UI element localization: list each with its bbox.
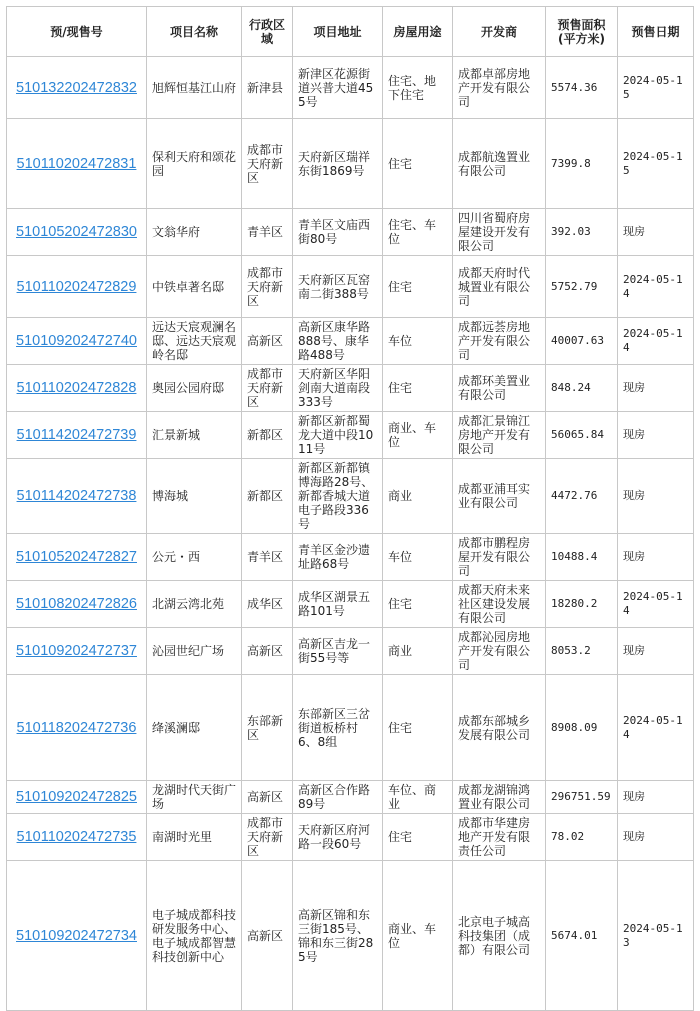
- permit-number-cell: [7, 209, 147, 256]
- table-row: [7, 581, 694, 628]
- presale-date-cell: 现房: [618, 781, 694, 814]
- usage-cell: 住宅、地下住宅: [383, 57, 453, 119]
- address-cell: 成华区湖景五路101号: [293, 581, 383, 628]
- presale-area-cell: 40007.63: [546, 318, 618, 365]
- presale-date-cell: 现房: [618, 209, 694, 256]
- permit-number-cell: [7, 628, 147, 675]
- project-name-cell: 电子城成都科技研发服务中心、电子城成都智慧科技创新中心: [147, 861, 242, 1011]
- address-cell: 高新区吉龙一街55号等: [293, 628, 383, 675]
- permit-number-link[interactable]: 510110202472828: [16, 380, 137, 396]
- header-date: 预售日期: [618, 7, 694, 57]
- developer-cell: 北京电子城高科技集团（成都）有限公司: [453, 861, 546, 1011]
- district-cell: 东部新区: [242, 675, 293, 781]
- permit-number-link[interactable]: 510108202472826: [16, 596, 137, 612]
- district-cell: 高新区: [242, 318, 293, 365]
- header-project-name: 项目名称: [147, 7, 242, 57]
- usage-cell: 住宅: [383, 256, 453, 318]
- table-row: [7, 256, 694, 318]
- header-area: 预售面积(平方米): [546, 7, 618, 57]
- project-name-cell: 保利天府和颂花园: [147, 119, 242, 209]
- address-cell: 天府新区瓦窑南二街388号: [293, 256, 383, 318]
- district-cell: 成都市天府新区: [242, 119, 293, 209]
- table-row: [7, 814, 694, 861]
- project-name-cell: 博海城: [147, 459, 242, 534]
- usage-cell: 住宅: [383, 365, 453, 412]
- presale-date-cell: 2024-05-14: [618, 256, 694, 318]
- table-row: [7, 119, 694, 209]
- project-name-cell: 文翁华府: [147, 209, 242, 256]
- usage-cell: 商业: [383, 459, 453, 534]
- usage-cell: 车位: [383, 534, 453, 581]
- header-usage: 房屋用途: [383, 7, 453, 57]
- presale-date-cell: 现房: [618, 628, 694, 675]
- usage-cell: 车位: [383, 318, 453, 365]
- usage-cell: 住宅、车位: [383, 209, 453, 256]
- permit-number-link[interactable]: 510109202472740: [16, 333, 137, 349]
- district-cell: 成都市天府新区: [242, 814, 293, 861]
- district-cell: 成华区: [242, 581, 293, 628]
- presale-date-cell: 2024-05-13: [618, 861, 694, 1011]
- usage-cell: 商业: [383, 628, 453, 675]
- usage-cell: 住宅: [383, 119, 453, 209]
- permit-number-link[interactable]: 510109202472737: [16, 643, 137, 659]
- presale-date-cell: 现房: [618, 365, 694, 412]
- developer-cell: 成都汇景锦江房地产开发有限公司: [453, 412, 546, 459]
- project-name-cell: 公元・西: [147, 534, 242, 581]
- presale-area-cell: 848.24: [546, 365, 618, 412]
- permit-number-cell: [7, 256, 147, 318]
- district-cell: 青羊区: [242, 209, 293, 256]
- project-name-cell: 绛溪澜邸: [147, 675, 242, 781]
- presale-date-cell: 现房: [618, 534, 694, 581]
- developer-cell: 成都市华建房地产开发有限责任公司: [453, 814, 546, 861]
- header-district: 行政区域: [242, 7, 293, 57]
- presale-area-cell: 78.02: [546, 814, 618, 861]
- address-cell: 新都区新都镇博海路28号、新都香城大道电子路段336号: [293, 459, 383, 534]
- district-cell: 成都市天府新区: [242, 365, 293, 412]
- developer-cell: 成都沁园房地产开发有限公司: [453, 628, 546, 675]
- project-name-cell: 奥园公园府邸: [147, 365, 242, 412]
- permit-number-cell: [7, 581, 147, 628]
- permit-number-cell: [7, 119, 147, 209]
- permit-number-cell: [7, 814, 147, 861]
- usage-cell: 车位、商业: [383, 781, 453, 814]
- address-cell: 东部新区三岔街道板桥村6、8组: [293, 675, 383, 781]
- presale-area-cell: 10488.4: [546, 534, 618, 581]
- permit-number-link[interactable]: 510114202472739: [16, 427, 137, 443]
- address-cell: 高新区合作路89号: [293, 781, 383, 814]
- address-cell: 天府新区府河路一段60号: [293, 814, 383, 861]
- table-body: [7, 57, 694, 1011]
- permit-number-cell: [7, 675, 147, 781]
- address-cell: 高新区锦和东三街185号、锦和东三街285号: [293, 861, 383, 1011]
- permit-number-cell: [7, 459, 147, 534]
- permit-number-link[interactable]: 510132202472832: [16, 79, 137, 96]
- table-row: [7, 781, 694, 814]
- address-cell: 天府新区瑞祥东街1869号: [293, 119, 383, 209]
- table-row: [7, 412, 694, 459]
- usage-cell: 商业、车位: [383, 412, 453, 459]
- permit-number-link[interactable]: 510114202472738: [16, 488, 137, 504]
- developer-cell: 成都航逸置业有限公司: [453, 119, 546, 209]
- developer-cell: 成都市鹏程房屋开发有限公司: [453, 534, 546, 581]
- presale-area-cell: 392.03: [546, 209, 618, 256]
- project-name-cell: 北湖云湾北苑: [147, 581, 242, 628]
- table-row: [7, 209, 694, 256]
- presale-area-cell: 8053.2: [546, 628, 618, 675]
- header-developer: 开发商: [453, 7, 546, 57]
- project-name-cell: 龙湖时代天街广场: [147, 781, 242, 814]
- project-name-cell: 远达天宸观澜名邸、远达天宸观岭名邸: [147, 318, 242, 365]
- usage-cell: 住宅: [383, 814, 453, 861]
- permit-number-link[interactable]: 510110202472829: [16, 278, 137, 295]
- project-name-cell: 旭辉恒基江山府: [147, 57, 242, 119]
- header-permit-no: 预/现售号: [7, 7, 147, 57]
- header-address: 项目地址: [293, 7, 383, 57]
- permit-number-link[interactable]: 510109202472734: [16, 927, 137, 944]
- permit-number-cell: [7, 365, 147, 412]
- permit-number-cell: [7, 781, 147, 814]
- presale-date-cell: 2024-05-14: [618, 675, 694, 781]
- district-cell: 高新区: [242, 861, 293, 1011]
- address-cell: 青羊区金沙遗址路68号: [293, 534, 383, 581]
- address-cell: 新津区花源街道兴普大道455号: [293, 57, 383, 119]
- district-cell: 成都市天府新区: [242, 256, 293, 318]
- developer-cell: 成都卓部房地产开发有限公司: [453, 57, 546, 119]
- developer-cell: 四川省蜀府房屋建设开发有限公司: [453, 209, 546, 256]
- permit-number-link[interactable]: 510110202472735: [16, 829, 137, 845]
- permit-number-link[interactable]: 510105202472830: [16, 224, 137, 240]
- permit-number-link[interactable]: 510109202472825: [16, 789, 137, 805]
- address-cell: 新都区新都蜀龙大道中段1011号: [293, 412, 383, 459]
- project-name-cell: 沁园世纪广场: [147, 628, 242, 675]
- district-cell: 新津县: [242, 57, 293, 119]
- table-row: [7, 365, 694, 412]
- district-cell: 新都区: [242, 412, 293, 459]
- permit-number-cell: [7, 534, 147, 581]
- district-cell: 高新区: [242, 628, 293, 675]
- table-row: [7, 318, 694, 365]
- table-row: [7, 459, 694, 534]
- presale-area-cell: 7399.8: [546, 119, 618, 209]
- permit-number-link[interactable]: 510110202472831: [16, 155, 137, 172]
- usage-cell: 商业、车位: [383, 861, 453, 1011]
- developer-cell: 成都亚浦耳实业有限公司: [453, 459, 546, 534]
- usage-cell: 住宅: [383, 675, 453, 781]
- district-cell: 青羊区: [242, 534, 293, 581]
- presale-area-cell: 5674.01: [546, 861, 618, 1011]
- presale-date-cell: 现房: [618, 459, 694, 534]
- district-cell: 高新区: [242, 781, 293, 814]
- presale-area-cell: 296751.59: [546, 781, 618, 814]
- permit-number-link[interactable]: 510118202472736: [16, 719, 137, 736]
- permit-number-cell: [7, 57, 147, 119]
- address-cell: 天府新区华阳剑南大道南段333号: [293, 365, 383, 412]
- project-name-cell: 汇景新城: [147, 412, 242, 459]
- developer-cell: 成都天府未来社区建设发展有限公司: [453, 581, 546, 628]
- presale-area-cell: 5574.36: [546, 57, 618, 119]
- developer-cell: 成都远荟房地产开发有限公司: [453, 318, 546, 365]
- table-row: [7, 628, 694, 675]
- presale-area-cell: 8908.09: [546, 675, 618, 781]
- project-name-cell: 南湖时光里: [147, 814, 242, 861]
- project-name-cell: 中铁卓著名邸: [147, 256, 242, 318]
- permit-number-cell: [7, 412, 147, 459]
- presale-area-cell: 5752.79: [546, 256, 618, 318]
- presale-area-cell: 18280.2: [546, 581, 618, 628]
- table-row: [7, 534, 694, 581]
- table-row: [7, 861, 694, 1011]
- developer-cell: 成都龙湖锦鸿置业有限公司: [453, 781, 546, 814]
- presale-date-cell: 2024-05-14: [618, 318, 694, 365]
- presale-permit-table: [6, 6, 694, 1011]
- district-cell: 新都区: [242, 459, 293, 534]
- developer-cell: 成都环美置业有限公司: [453, 365, 546, 412]
- table-row: [7, 675, 694, 781]
- presale-date-cell: 2024-05-15: [618, 57, 694, 119]
- table-row: [7, 57, 694, 119]
- address-cell: 青羊区文庙西街80号: [293, 209, 383, 256]
- presale-area-cell: 56065.84: [546, 412, 618, 459]
- table-header-row: [7, 7, 694, 57]
- permit-number-link[interactable]: 510105202472827: [16, 549, 137, 565]
- usage-cell: 住宅: [383, 581, 453, 628]
- developer-cell: 成都天府时代城置业有限公司: [453, 256, 546, 318]
- address-cell: 高新区康华路888号、康华路488号: [293, 318, 383, 365]
- permit-number-cell: [7, 861, 147, 1011]
- permit-number-cell: [7, 318, 147, 365]
- presale-date-cell: 现房: [618, 814, 694, 861]
- presale-date-cell: 2024-05-14: [618, 581, 694, 628]
- presale-date-cell: 现房: [618, 412, 694, 459]
- developer-cell: 成都东部城乡发展有限公司: [453, 675, 546, 781]
- presale-date-cell: 2024-05-15: [618, 119, 694, 209]
- presale-area-cell: 4472.76: [546, 459, 618, 534]
